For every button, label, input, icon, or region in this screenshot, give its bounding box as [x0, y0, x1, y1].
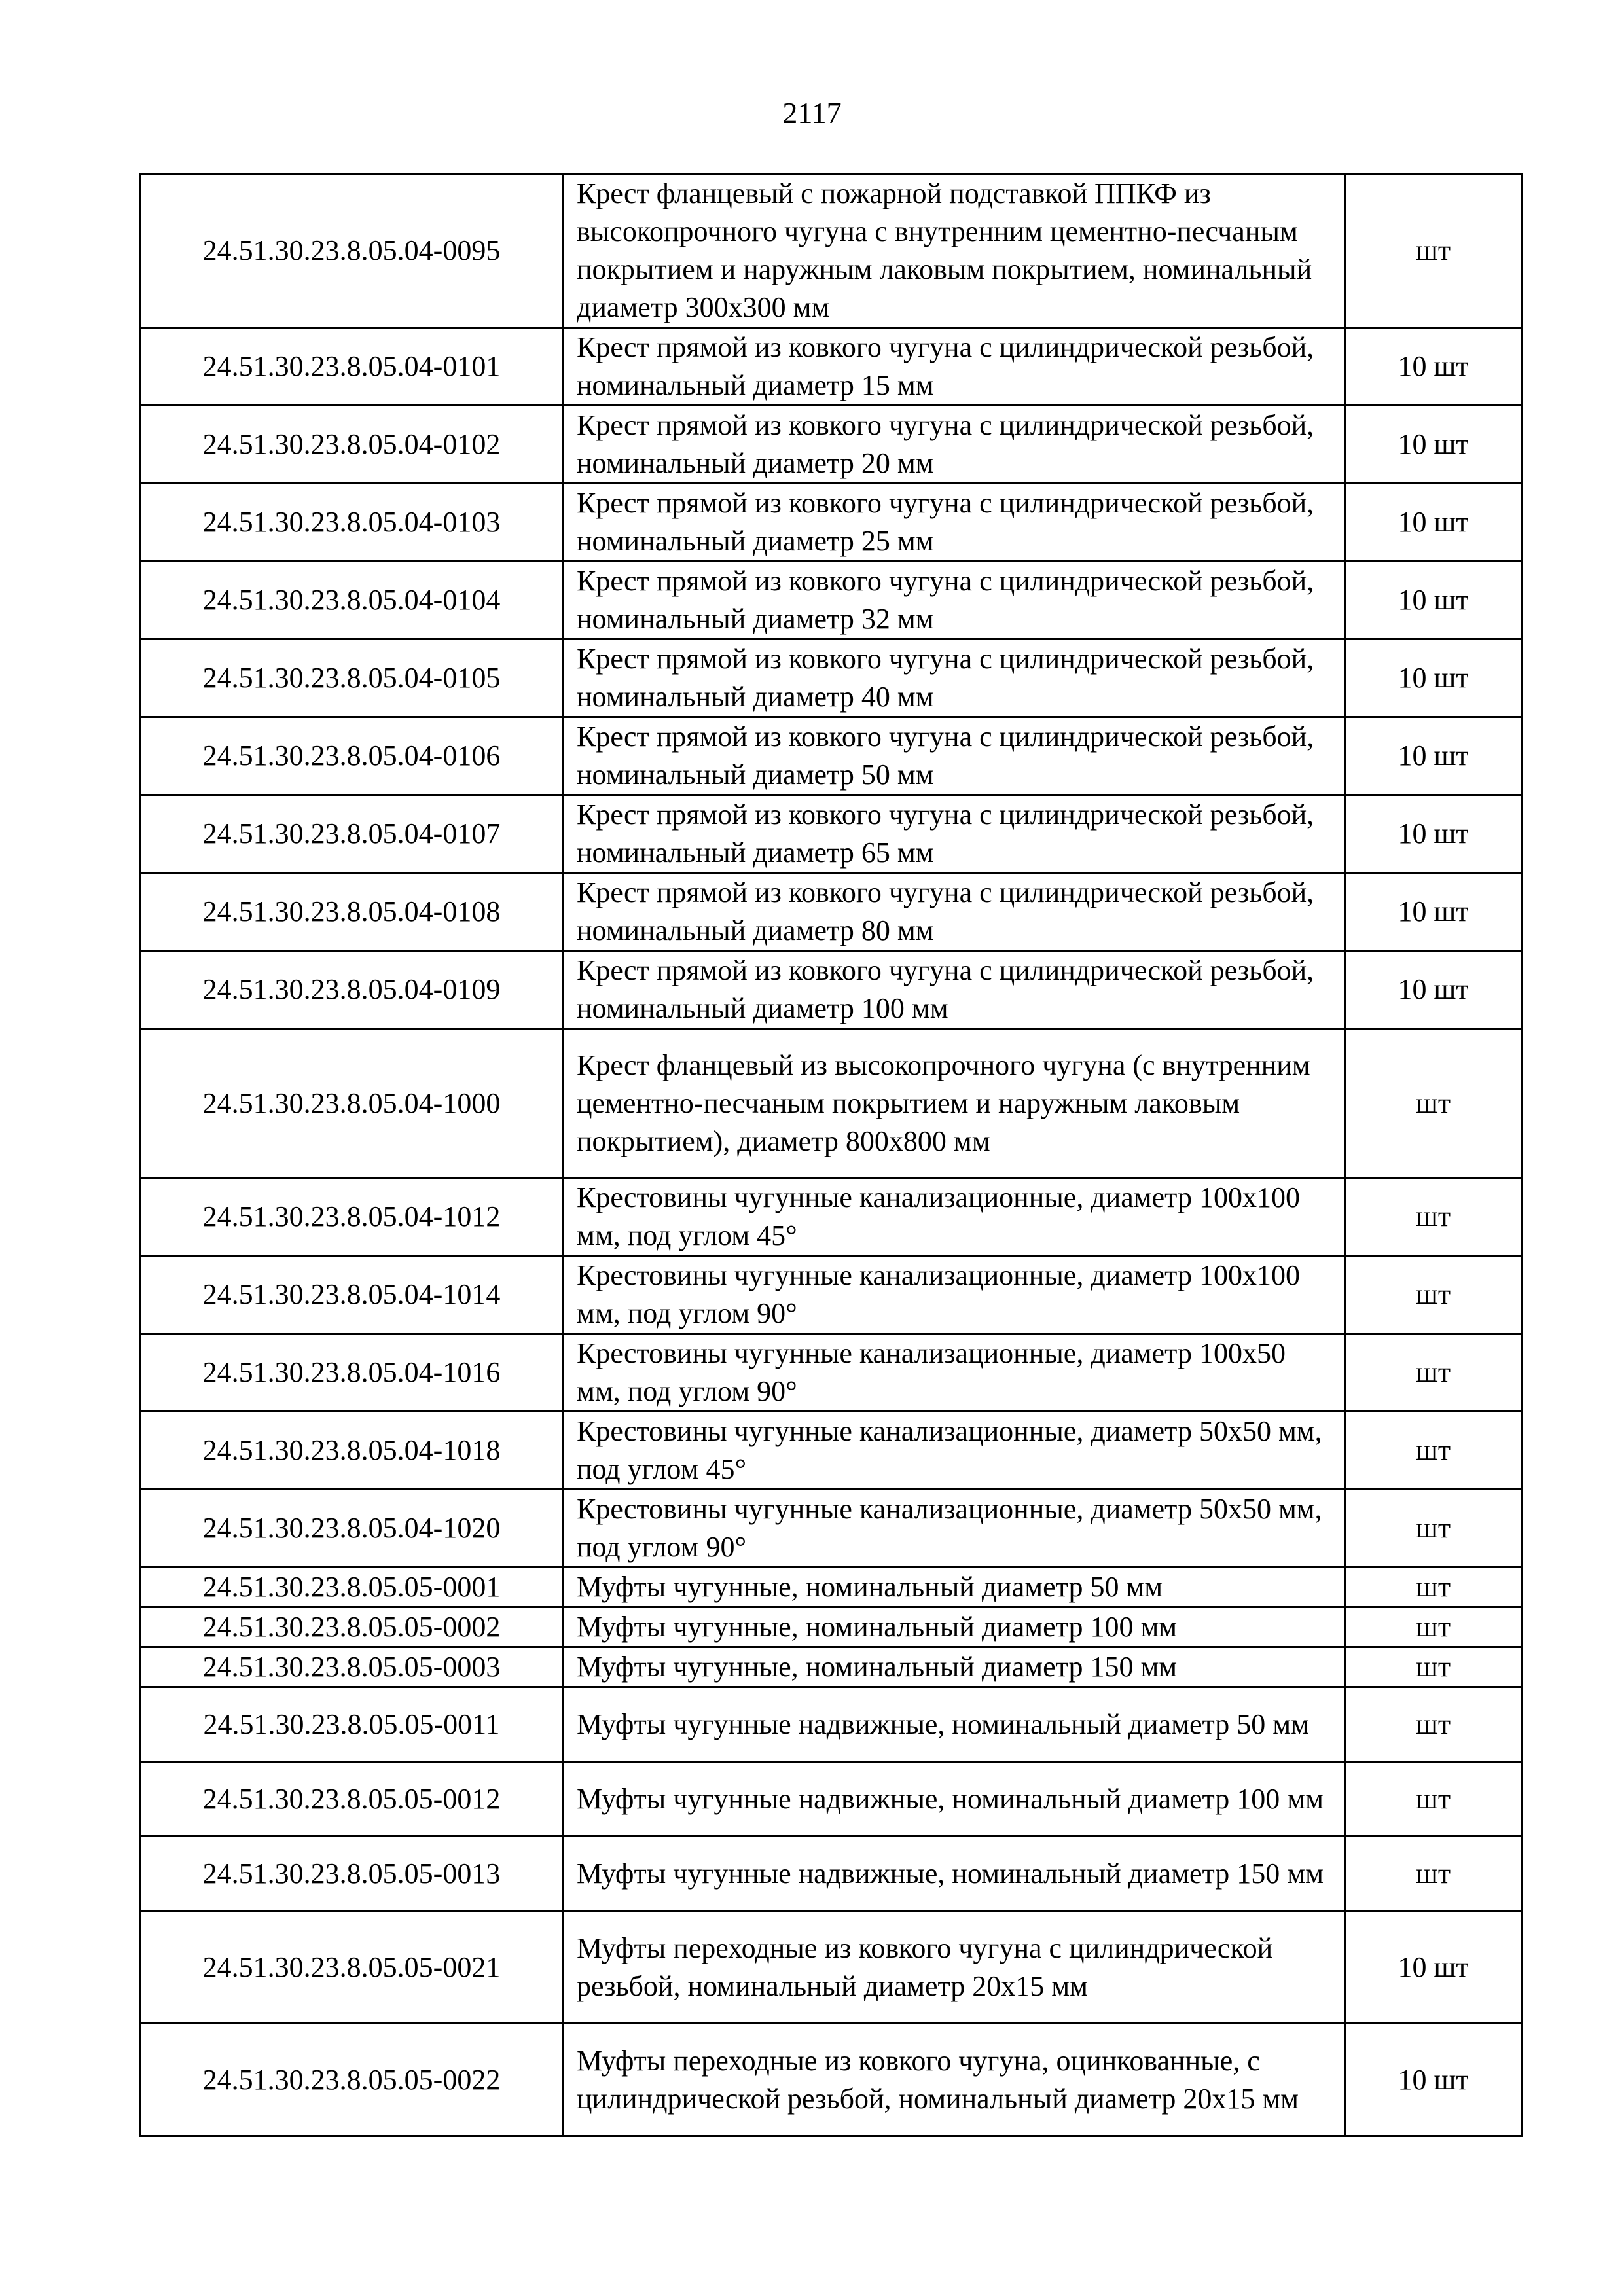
item-unit-cell: шт	[1345, 1607, 1522, 1647]
item-name-cell: Муфты чугунные надвижные, номинальный диаметр 100 мм	[563, 1762, 1345, 1837]
table-row	[141, 873, 1522, 951]
table-row	[141, 1647, 1522, 1687]
table-row	[141, 1607, 1522, 1647]
item-code-cell: 24.51.30.23.8.05.05-0013	[141, 1837, 563, 1911]
page-number: 2117	[782, 96, 842, 130]
item-unit-cell: 10 шт	[1345, 795, 1522, 873]
table-row	[141, 717, 1522, 795]
item-unit-cell: шт	[1345, 1490, 1522, 1568]
item-code-cell: 24.51.30.23.8.05.04-0095	[141, 174, 563, 328]
item-name-cell: Крест прямой из ковкого чугуна с цилиндрической резьбой, номинальный диаметр 65 мм	[563, 795, 1345, 873]
item-name-cell: Муфты чугунные надвижные, номинальный диаметр 50 мм	[563, 1687, 1345, 1762]
item-code-cell: 24.51.30.23.8.05.04-1020	[141, 1490, 563, 1568]
item-code-cell: 24.51.30.23.8.05.05-0011	[141, 1687, 563, 1762]
item-name-cell: Крест прямой из ковкого чугуна с цилиндрической резьбой, номинальный диаметр 50 мм	[563, 717, 1345, 795]
item-name-cell: Крест фланцевый с пожарной подставкой ППКФ из высокопрочного чугуна с внутренним цементно-песчаным покрытием и наружным лаковым покрытием, номинальный диаметр 300х300 мм	[563, 174, 1345, 328]
table-row	[141, 639, 1522, 717]
price-table	[139, 173, 1523, 2137]
item-name-cell: Крестовины чугунные канализационные, диаметр 100х50 мм, под углом 90°	[563, 1334, 1345, 1412]
table-row	[141, 1568, 1522, 1607]
item-name-cell: Муфты чугунные, номинальный диаметр 50 мм	[563, 1568, 1345, 1607]
item-name-cell: Крест прямой из ковкого чугуна с цилиндрической резьбой, номинальный диаметр 20 мм	[563, 406, 1345, 484]
item-unit-cell: шт	[1345, 1762, 1522, 1837]
item-unit-cell: шт	[1345, 1687, 1522, 1762]
item-code-cell: 24.51.30.23.8.05.04-0101	[141, 328, 563, 406]
table-row	[141, 406, 1522, 484]
item-code-cell: 24.51.30.23.8.05.04-0103	[141, 484, 563, 562]
item-name-cell: Крест фланцевый из высокопрочного чугуна (с внутренним цементно-песчаным покрытием и наружным лаковым покрытием), диаметр 800х800 мм	[563, 1029, 1345, 1178]
item-name-cell: Крестовины чугунные канализационные, диаметр 50х50 мм, под углом 45°	[563, 1412, 1345, 1490]
table-row	[141, 795, 1522, 873]
item-name-cell: Крестовины чугунные канализационные, диаметр 50х50 мм, под углом 90°	[563, 1490, 1345, 1568]
item-name-cell: Муфты чугунные надвижные, номинальный диаметр 150 мм	[563, 1837, 1345, 1911]
table-row	[141, 174, 1522, 328]
table-row	[141, 2024, 1522, 2136]
item-unit-cell: 10 шт	[1345, 717, 1522, 795]
item-unit-cell: шт	[1345, 1647, 1522, 1687]
item-name-cell: Крестовины чугунные канализационные, диаметр 100х100 мм, под углом 90°	[563, 1256, 1345, 1334]
item-code-cell: 24.51.30.23.8.05.04-0108	[141, 873, 563, 951]
item-unit-cell: 10 шт	[1345, 328, 1522, 406]
item-name-cell: Крест прямой из ковкого чугуна с цилиндрической резьбой, номинальный диаметр 25 мм	[563, 484, 1345, 562]
table-row	[141, 1178, 1522, 1256]
item-name-cell: Крест прямой из ковкого чугуна с цилиндрической резьбой, номинальный диаметр 100 мм	[563, 951, 1345, 1029]
item-name-cell: Муфты чугунные, номинальный диаметр 150 мм	[563, 1647, 1345, 1687]
item-code-cell: 24.51.30.23.8.05.05-0012	[141, 1762, 563, 1837]
item-unit-cell: 10 шт	[1345, 1911, 1522, 2024]
item-code-cell: 24.51.30.23.8.05.04-1018	[141, 1412, 563, 1490]
item-unit-cell: 10 шт	[1345, 406, 1522, 484]
item-unit-cell: шт	[1345, 1568, 1522, 1607]
item-code-cell: 24.51.30.23.8.05.05-0002	[141, 1607, 563, 1647]
item-unit-cell: шт	[1345, 1178, 1522, 1256]
item-unit-cell: 10 шт	[1345, 951, 1522, 1029]
item-code-cell: 24.51.30.23.8.05.05-0021	[141, 1911, 563, 2024]
item-unit-cell: шт	[1345, 1837, 1522, 1911]
item-code-cell: 24.51.30.23.8.05.04-0105	[141, 639, 563, 717]
item-code-cell: 24.51.30.23.8.05.04-1014	[141, 1256, 563, 1334]
item-code-cell: 24.51.30.23.8.05.05-0003	[141, 1647, 563, 1687]
item-unit-cell: шт	[1345, 174, 1522, 328]
table-row	[141, 1490, 1522, 1568]
table-row	[141, 1687, 1522, 1762]
item-code-cell: 24.51.30.23.8.05.04-0104	[141, 562, 563, 639]
item-code-cell: 24.51.30.23.8.05.04-0102	[141, 406, 563, 484]
item-code-cell: 24.51.30.23.8.05.04-0109	[141, 951, 563, 1029]
item-unit-cell: 10 шт	[1345, 873, 1522, 951]
item-code-cell: 24.51.30.23.8.05.05-0001	[141, 1568, 563, 1607]
item-unit-cell: шт	[1345, 1256, 1522, 1334]
item-unit-cell: шт	[1345, 1334, 1522, 1412]
item-name-cell: Муфты чугунные, номинальный диаметр 100 мм	[563, 1607, 1345, 1647]
table-row	[141, 951, 1522, 1029]
table-row	[141, 1762, 1522, 1837]
item-unit-cell: шт	[1345, 1412, 1522, 1490]
item-name-cell: Крест прямой из ковкого чугуна с цилиндрической резьбой, номинальный диаметр 32 мм	[563, 562, 1345, 639]
table-row	[141, 1412, 1522, 1490]
item-unit-cell: 10 шт	[1345, 2024, 1522, 2136]
item-code-cell: 24.51.30.23.8.05.04-1016	[141, 1334, 563, 1412]
item-name-cell: Крест прямой из ковкого чугуна с цилиндрической резьбой, номинальный диаметр 15 мм	[563, 328, 1345, 406]
item-name-cell: Крест прямой из ковкого чугуна с цилиндрической резьбой, номинальный диаметр 40 мм	[563, 639, 1345, 717]
table-row	[141, 562, 1522, 639]
table-row	[141, 1256, 1522, 1334]
item-unit-cell: 10 шт	[1345, 562, 1522, 639]
item-name-cell: Муфты переходные из ковкого чугуна с цилиндрической резьбой, номинальный диаметр 20х15 мм	[563, 1911, 1345, 2024]
item-unit-cell: 10 шт	[1345, 484, 1522, 562]
item-code-cell: 24.51.30.23.8.05.04-0106	[141, 717, 563, 795]
table-row	[141, 1334, 1522, 1412]
item-unit-cell: шт	[1345, 1029, 1522, 1178]
item-name-cell: Муфты переходные из ковкого чугуна, оцинкованные, с цилиндрической резьбой, номинальный диаметр 20х15 мм	[563, 2024, 1345, 2136]
table-row	[141, 1029, 1522, 1178]
item-unit-cell: 10 шт	[1345, 639, 1522, 717]
item-code-cell: 24.51.30.23.8.05.04-1012	[141, 1178, 563, 1256]
table-row	[141, 328, 1522, 406]
table-row	[141, 1837, 1522, 1911]
table-row	[141, 1911, 1522, 2024]
item-code-cell: 24.51.30.23.8.05.04-1000	[141, 1029, 563, 1178]
item-code-cell: 24.51.30.23.8.05.04-0107	[141, 795, 563, 873]
item-name-cell: Крестовины чугунные канализационные, диаметр 100х100 мм, под углом 45°	[563, 1178, 1345, 1256]
item-name-cell: Крест прямой из ковкого чугуна с цилиндрической резьбой, номинальный диаметр 80 мм	[563, 873, 1345, 951]
table-body	[141, 174, 1522, 2136]
item-code-cell: 24.51.30.23.8.05.05-0022	[141, 2024, 563, 2136]
table-row	[141, 484, 1522, 562]
